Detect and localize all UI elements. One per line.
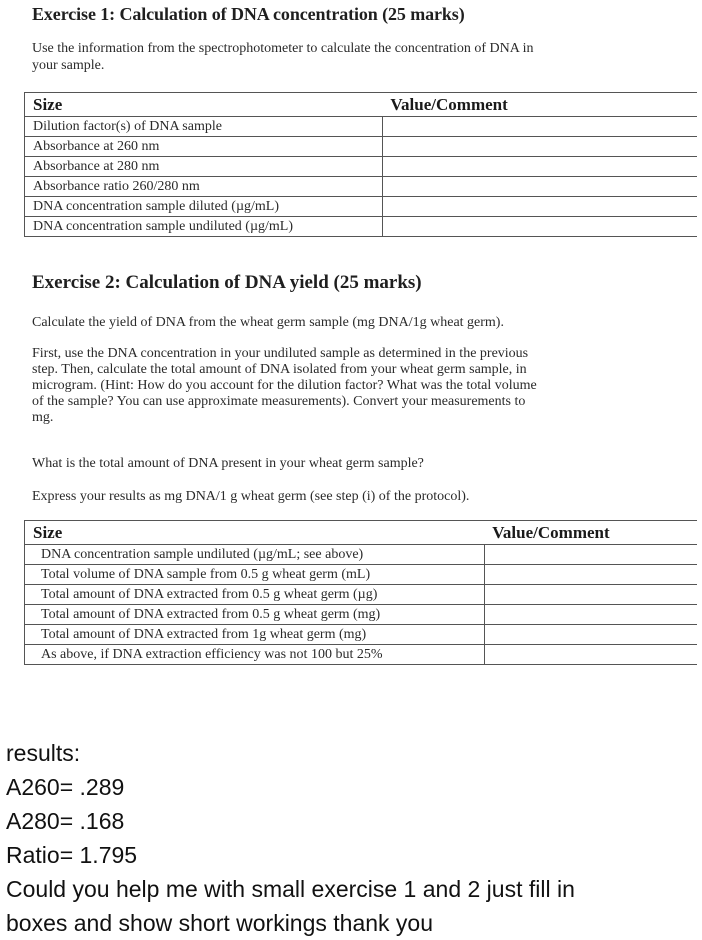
value-cell[interactable]: [484, 565, 697, 585]
header-size: Size: [25, 93, 383, 117]
request-line: boxes and show short workings thank you: [6, 910, 434, 936]
header-value: Value/Comment: [492, 523, 610, 542]
row-label: Absorbance ratio 260/280 nm: [25, 177, 383, 197]
header-size: Size: [25, 521, 485, 545]
value-cell[interactable]: [484, 605, 697, 625]
table-row: [25, 197, 698, 217]
row-label: Total volume of DNA sample from 0.5 g wheat germ (mL): [25, 565, 485, 585]
exercise2-para3: What is the total amount of DNA present in your wheat germ sample?: [32, 456, 424, 471]
value-cell[interactable]: [382, 177, 697, 197]
exercise1-title: Exercise 1: Calculation of DNA concentration (25 marks): [32, 4, 465, 24]
table-row: [25, 625, 698, 645]
exercise2-para1: Calculate the yield of DNA from the wheat germ sample (mg DNA/1g wheat germ).: [32, 315, 504, 330]
row-label: DNA concentration sample diluted (µg/mL): [25, 197, 383, 217]
value-cell[interactable]: [382, 197, 697, 217]
table-row: [25, 217, 698, 237]
table-row: [25, 545, 698, 565]
value-cell[interactable]: [484, 585, 697, 605]
row-label: DNA concentration sample undiluted (µg/mL): [25, 217, 383, 237]
result-ratio: Ratio= 1.795: [6, 842, 138, 868]
request-line: Could you help me with small exercise 1 and 2 just fill in: [6, 876, 575, 902]
table-header-row: [25, 93, 698, 117]
para-line: of the sample? You can use approximate measurements). Convert your measurements to: [32, 394, 526, 409]
instruction-line: your sample.: [32, 58, 105, 73]
table-row: [25, 645, 698, 665]
value-cell[interactable]: [484, 645, 697, 665]
row-label: Dilution factor(s) of DNA sample: [25, 117, 383, 137]
para-line: mg.: [32, 410, 54, 425]
results-heading: results:: [6, 740, 81, 766]
exercise2-para4: Express your results as mg DNA/1 g wheat germ (see step (i) of the protocol).: [32, 489, 470, 504]
para-line: First, use the DNA concentration in your undiluted sample as determined in the previous: [32, 346, 529, 361]
row-label: DNA concentration sample undiluted (µg/mL; see above): [25, 545, 485, 565]
table-header-row: [25, 521, 698, 545]
exercise1-table: [24, 92, 697, 237]
table-row: [25, 565, 698, 585]
row-label: Total amount of DNA extracted from 1g wheat germ (mg): [25, 625, 485, 645]
table-row: [25, 605, 698, 625]
table-row: [25, 117, 698, 137]
row-label: Total amount of DNA extracted from 0.5 g wheat germ (µg): [25, 585, 485, 605]
para-line: microgram. (Hint: How do you account for the dilution factor? What was the total volume: [32, 378, 537, 393]
exercise2-title: Exercise 2: Calculation of DNA yield (25 marks): [32, 272, 422, 293]
value-cell[interactable]: [382, 157, 697, 177]
result-a260: A260= .289: [6, 774, 125, 800]
value-cell[interactable]: [382, 117, 697, 137]
exercise2-para2: [32, 346, 537, 426]
exercise2-table: [24, 520, 697, 665]
table-row: [25, 585, 698, 605]
instruction-line: Use the information from the spectrophotometer to calculate the concentration of DNA in: [32, 41, 534, 56]
header-value: Value/Comment: [390, 95, 508, 114]
table-row: [25, 177, 698, 197]
exercise1-instruction: [32, 40, 534, 74]
value-cell[interactable]: [382, 217, 697, 237]
row-label: Absorbance at 260 nm: [25, 137, 383, 157]
value-cell[interactable]: [382, 137, 697, 157]
row-label: Absorbance at 280 nm: [25, 157, 383, 177]
row-label: Total amount of DNA extracted from 0.5 g wheat germ (mg): [25, 605, 485, 625]
row-label: As above, if DNA extraction efficiency was not 100 but 25%: [25, 645, 485, 665]
table-row: [25, 157, 698, 177]
value-cell[interactable]: [484, 625, 697, 645]
result-a280: A280= .168: [6, 808, 125, 834]
table-row: [25, 137, 698, 157]
results-note: [6, 736, 575, 940]
para-line: step. Then, calculate the total amount of DNA isolated from your wheat germ sample, in: [32, 362, 527, 377]
value-cell[interactable]: [484, 545, 697, 565]
